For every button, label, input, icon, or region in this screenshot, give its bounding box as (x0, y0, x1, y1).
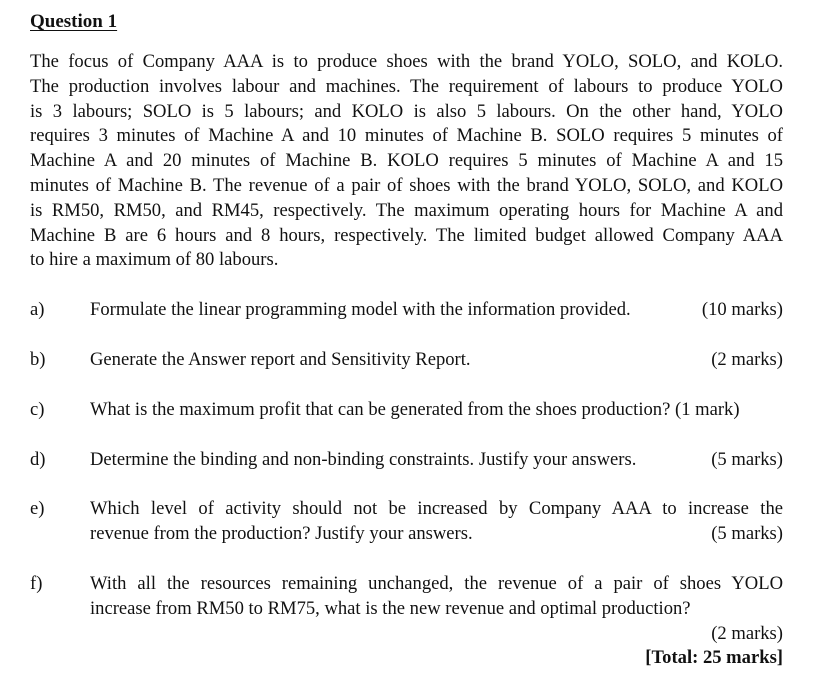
intro-line: The focus of Company AAA is to produce shoes with the brand YOLO, SOLO, and KOLO. (30, 51, 783, 72)
part-f-label: f) (30, 573, 43, 594)
part-e-line-1: Which level of activity should not be increased by Company AAA to increase the (90, 498, 783, 519)
question-heading: Question 1 (30, 11, 118, 32)
part-e-marks: (5 marks) (711, 522, 783, 544)
part-b-marks: (2 marks) (711, 349, 783, 370)
part-a-marks: (10 marks) (701, 299, 783, 320)
part-e-line-2: revenue from the production? Justify your answers. (90, 522, 473, 544)
part-c-label: c) (30, 399, 45, 420)
intro-line: The production involves labour and machines. The requirement of labours to produce YOLO (30, 75, 783, 97)
part-b-text: Generate the Answer report and Sensitivity Report. (90, 349, 471, 370)
total-marks: [Total: 25 marks] (645, 647, 783, 669)
part-f-marks: (2 marks) (711, 622, 783, 644)
intro-line: requires 3 minutes of Machine A and 10 minutes of Machine B. SOLO requires 5 minutes of (30, 125, 783, 147)
part-e-label: e) (30, 498, 45, 519)
part-a-text: Formulate the linear programming model with the information provided. (90, 299, 631, 320)
part-d-text: Determine the binding and non-binding constraints. Justify your answers. (90, 449, 637, 470)
intro-line: to hire a maximum of 80 labours. (30, 249, 279, 271)
intro-line: is 3 labours; SOLO is 5 labours; and KOLO is also 5 labours. On the other hand, YOLO (30, 100, 783, 122)
intro-line: Machine A and 20 minutes of Machine B. KOLO requires 5 minutes of Machine A and 15 (30, 150, 783, 172)
part-d-marks: (5 marks) (711, 449, 783, 470)
part-c-text: What is the maximum profit that can be generated from the shoes production? (1 mark) (90, 399, 740, 420)
question-intro (30, 50, 783, 273)
intro-line: is RM50, RM50, and RM45, respectively. The maximum operating hours for Machine A and (30, 199, 783, 221)
part-f-line-1: With all the resources remaining unchanged, the revenue of a pair of shoes YOLO (90, 573, 783, 594)
part-a-label: a) (30, 299, 45, 320)
intro-line: Machine B are 6 hours and 8 hours, respectively. The limited budget allowed Company AAA (30, 224, 783, 246)
intro-line: minutes of Machine B. The revenue of a pair of shoes with the brand YOLO, SOLO, and KOLO (30, 174, 783, 196)
part-d-label: d) (30, 449, 46, 470)
part-f-line-2: increase from RM50 to RM75, what is the new revenue and optimal production? (90, 597, 691, 619)
part-b-label: b) (30, 349, 46, 370)
